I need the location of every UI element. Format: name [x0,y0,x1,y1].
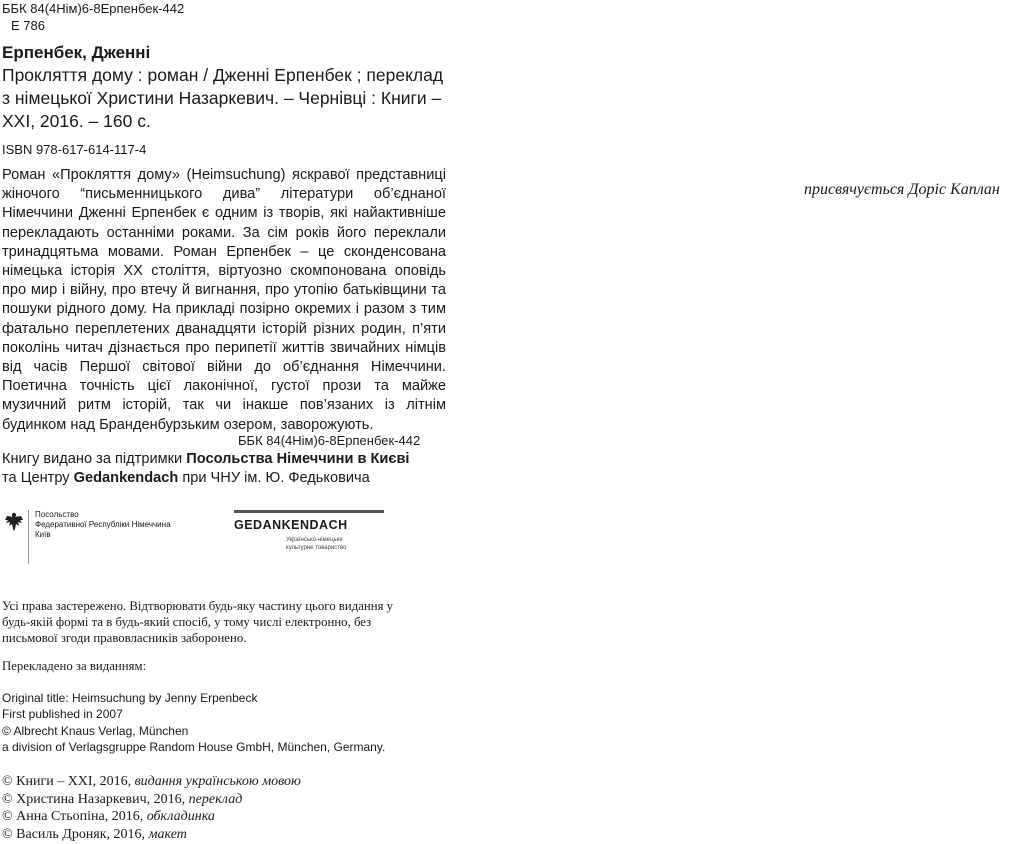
isbn: ISBN 978-617-614-117-4 [2,142,147,157]
support-line-2: та Центру Gedankendach при ЧНУ ім. Ю. Федьковича [2,470,370,486]
copyright-line: © Василь Дроняк, 2016, макет [2,826,187,842]
eagle-emblem-icon [4,511,24,533]
copyright-line: © Анна Стьопіна, 2016, обкладинка [2,809,215,824]
author-name: Ерпенбек, Дженні [2,43,151,62]
gedankendach-roof-bar [234,510,384,513]
author-mark: Е 786 [11,18,45,33]
original-first-published: First published in 2007 [2,707,123,722]
gedankendach-logo-subtitle: Українсько-німецьке культурне товариство [286,537,347,551]
embassy-divider [28,510,29,564]
embassy-logo-text: Посольство Федеративної Республіки Німеччина Київ [35,510,171,539]
rights-notice: Усі права застережено. Відтворювати будь-яку частину цього видання у будь-якій формі та в будь-який спосіб, у тому числі електронно, без письмової згоди правовласників заборонено. [2,599,394,645]
catalog-header [2,0,184,34]
bbk-code-bottom: ББК 84(4Нім)6-8Ерпенбек-442 [238,433,421,448]
original-copyright: © Albrecht Knaus Verlag, München [2,723,189,738]
original-title: Original title: Heimsuchung by Jenny Erpenbeck [2,691,258,705]
dedication: присвячується Доріс Каплан [804,181,1000,198]
translated-from-label: Перекладено за виданням: [2,659,147,673]
bbk-code-top: ББК 84(4Нім)6-8Ерпенбек-442 [2,1,185,16]
original-edition-info [2,690,385,755]
gedankendach-logo-name: GEDANKENDACH [234,518,348,532]
support-line-1: Книгу видано за підтримки Посольства Німеччини в Києві [2,451,410,467]
embassy-name: Посольства Німеччини в Києві [186,451,410,467]
copyright-list [2,773,301,843]
gedankendach-name: Gedankendach [73,470,179,486]
copyright-line: © Книги – XXI, 2016, видання українською мовою [2,774,301,789]
support-statement [2,450,410,488]
annotation [2,166,446,435]
gedankendach-logo [234,510,394,560]
original-division: a division of Verlagsgruppe Random House GmbH, München, Germany. [2,739,386,754]
bibliographic-citation: Прокляття дому : роман / Дженні Ерпенбек ; переклад з німецької Христини Назаркевич. – Чернівці : Книги – XXI, 2016. – 160 с. [2,65,444,131]
embassy-logo [2,508,202,568]
annotation-text: Роман «Прокляття дому» (Heimsuchung) яскравої представниці жіночого “письменницького дива” літератури об’єднаної Німеччини Дженні Ерпенбек є одним із творів, які найактивніше перекладають останніми роками. За сім років його переклали тринадцятьма мовами. Роман Ерпенбек – це сконденсована німецька історія XX століття, віртуозно скомпонована оповідь про мир і війну, про втечу й вигнання, про утопію батьківщини та пошуки рідного дому. На прикладі позірно окремих і разом з тим фатально переплетених дванадцяти історій різних родин, п’яти поколінь читач дізнається про перипетії життів звичайних німців від часів Першої світової війни до об’єднання Німеччини. Поетична точність цієї лаконічної, густої прози та майже музичний ритм історій, так чи інакше пов’язаних із літнім будинком над Бранденбурзьким озером, заворожують. [2,167,446,433]
copyright-line: © Христина Назаркевич, 2016, переклад [2,791,243,807]
